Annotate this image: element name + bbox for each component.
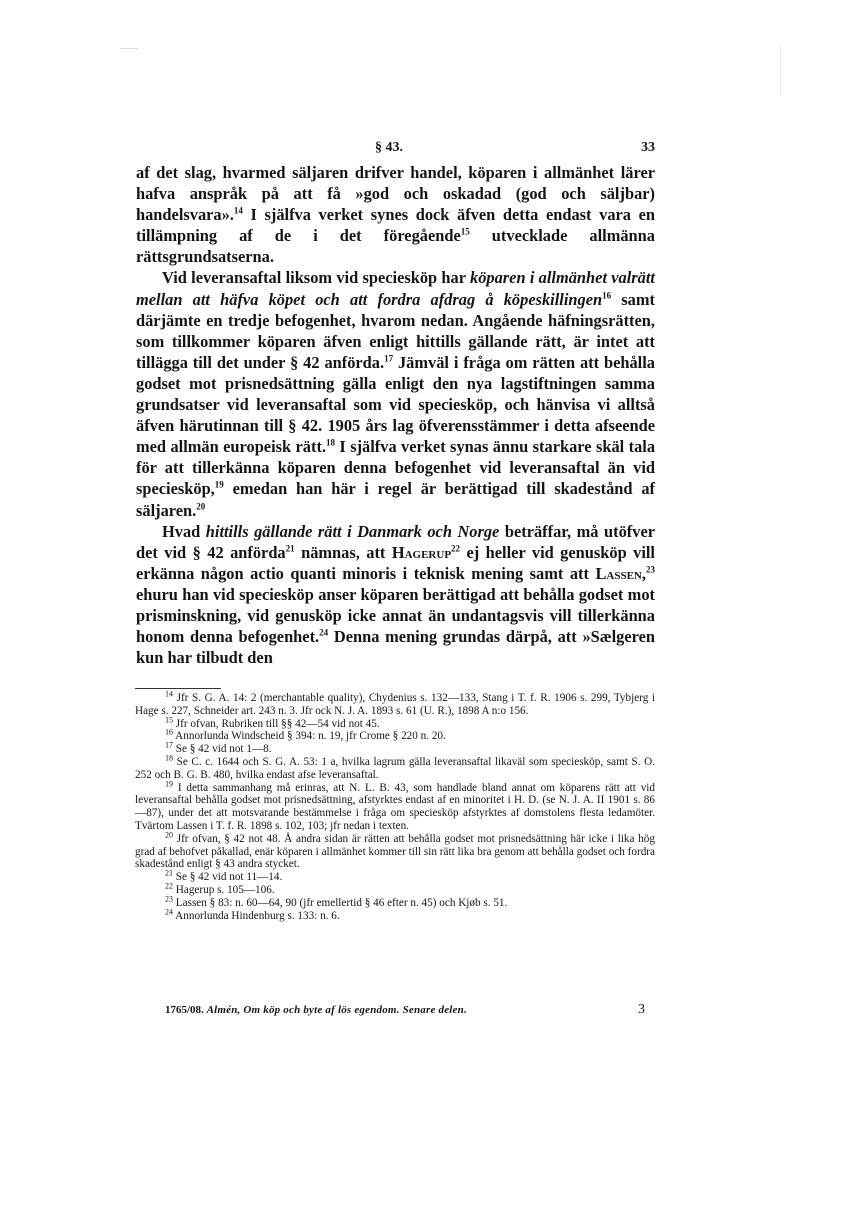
text-run: Hvad xyxy=(162,521,206,541)
signature-title: Almén, Om köp och byte af lös egendom. Senare delen. xyxy=(206,1004,467,1016)
footnote-ref: 23 xyxy=(646,564,655,575)
italic-text: Stang xyxy=(482,692,508,704)
text-run: 14: 2 (merchantable quality), xyxy=(229,692,369,704)
italic-text: N. J. A. xyxy=(334,704,369,717)
text-run: I själfva verket synas ännu starkare skäl tala för att tillerkänna köparen denna befogenhet vid leveransaftal än vid speciesköp, xyxy=(136,437,656,499)
footnote-ref: 23 xyxy=(165,894,173,904)
text-run: s. 133: n. 6. xyxy=(284,909,340,922)
text-run: 43, som handlade bland annat om köparens rätt att vid leveransaftal behålla godset mot prisnedsättning, afstyrktes endast af en minoritet i H. D. (se xyxy=(135,781,655,807)
text-run: utvecklade allmänna rättsgrundsatserna. xyxy=(136,226,655,267)
text-run: Jfr ofvan, Rubriken till §§ 42—54 vid not 45. xyxy=(173,717,380,730)
footnote-ref: 22 xyxy=(165,881,173,891)
text-run: Annorlunda xyxy=(173,730,232,743)
footnote xyxy=(135,753,656,782)
text-run: beträffar, må utöfver det vid § 42 anförda xyxy=(136,521,655,562)
italic-text: S. G. A. xyxy=(262,755,300,768)
scan-mark xyxy=(120,48,138,49)
text-run: i xyxy=(207,819,216,832)
paragraph xyxy=(136,162,655,267)
footnote-ref: 17 xyxy=(384,353,394,364)
footnote xyxy=(135,868,655,884)
signature-code: 1765/08. xyxy=(165,1004,204,1016)
text-run: Denna mening grundas därpå, att »Sælgeren kun har tilbudt den xyxy=(136,627,655,668)
italic-text: B. G. B. xyxy=(173,768,211,781)
footnote-ref: 18 xyxy=(326,437,336,448)
footnote-ref: 21 xyxy=(165,868,173,878)
italic-text: köparen i allmänhet valrätt mellan att häfva köpet och att fordra afdrag å köpeskillingen xyxy=(136,268,655,309)
footnote-ref: 19 xyxy=(165,778,173,788)
text-run: Jfr ofvan, § 42 not 48. Å andra sidan är rätten att behålla godset mot prisnedsättning här icke i lika hög grad af behofvet påkallad, enär köparen i allmänhet kommer till sin rätt lika bra genom att behålla godset och fordra skadestånd enligt § 43 andra stycket. xyxy=(135,832,655,871)
footnote-ref: 16 xyxy=(602,290,612,301)
footnote-ref: 19 xyxy=(214,479,224,490)
footnote xyxy=(135,881,655,897)
text-run: 1901 s. 86—87), under det att motsvarande bestämmelse i fråga om speciesköp afstyrktes af domstolens flesta ledamöter. Tvärtom xyxy=(135,794,655,832)
footnote-ref: 24 xyxy=(165,906,173,916)
footnote-ref: 17 xyxy=(165,740,173,750)
signature-line xyxy=(165,1004,645,1016)
text-run: I själfva verket synes dock äfven detta endast vara en tillämpning af de i det föregående xyxy=(136,205,655,246)
text-run: ehuru han vid speciesköp anser köparen berättigad att behålla godset mot prisminskning, vid genusköp icke annat än undantagsvis vill tillerkänna honom denna befogenhet. xyxy=(136,584,655,647)
footnote-ref: 16 xyxy=(165,727,173,737)
italic-text: C. c. xyxy=(191,755,214,768)
text-run: § 220 n. 20. xyxy=(389,730,446,743)
text-run: I detta sammanhang må erinras, att xyxy=(173,781,350,794)
page-number: 33 xyxy=(641,140,655,155)
footnote xyxy=(135,727,655,743)
italic-text: N. L. B. xyxy=(349,781,390,794)
italic-text: Chydenius xyxy=(368,692,417,704)
footnote-ref: 20 xyxy=(165,830,173,840)
text-run: s. 105—106. xyxy=(214,883,275,896)
footnote-rule xyxy=(135,688,221,689)
text-run: § 83: n. 60—64, 90 (jfr emellertid § 46 efter n. 45) och Kjøb s. 51. xyxy=(206,896,508,909)
paragraph xyxy=(136,521,655,669)
footnote xyxy=(135,714,655,731)
text-run: i xyxy=(507,692,518,704)
text-run: 480, hvilka endast afse leveransaftal. xyxy=(210,768,379,781)
italic-text: Lassen xyxy=(175,896,207,909)
footnote xyxy=(135,778,655,833)
italic-text: S. G. A. xyxy=(192,692,230,704)
footnote xyxy=(135,689,656,718)
footnote-ref: 14 xyxy=(233,205,243,216)
text-run: , xyxy=(641,563,646,583)
text-run: 252 och xyxy=(135,768,174,781)
footnote-ref: 15 xyxy=(460,226,470,237)
text-run: 1906 s. 299, xyxy=(550,692,614,704)
text-run: 1893 s. 61 (U. R.), 1898 A n:o 156. xyxy=(368,704,529,717)
text-run: s. 227, xyxy=(158,704,194,717)
text-run: Se § 42 vid not 11—14. xyxy=(173,871,283,884)
footnote-ref: 15 xyxy=(165,714,173,724)
footnote-ref: 20 xyxy=(196,501,206,512)
sheet-number: 3 xyxy=(638,1002,645,1017)
text-run: Se xyxy=(173,755,192,768)
footnotes xyxy=(135,689,656,922)
italic-text: Hagerup xyxy=(175,883,215,896)
text-run: i xyxy=(648,692,656,704)
footnote xyxy=(135,830,655,871)
footnote-ref: 24 xyxy=(319,627,329,638)
text-run: Jfr xyxy=(173,692,193,704)
text-run: 1644 och xyxy=(213,755,263,768)
text-run: Se § 42 vid not 1—8. xyxy=(173,743,272,756)
italic-text: hittills gällande rätt i Danmark och Norge xyxy=(205,521,500,541)
footnote xyxy=(135,740,655,756)
italic-text: Hindenburg xyxy=(231,909,285,922)
italic-text: N. J. A. II xyxy=(558,794,605,807)
small-caps-name: Hagerup xyxy=(391,542,452,562)
text-run: Annorlunda xyxy=(173,909,232,922)
paragraph xyxy=(136,267,655,520)
footnote xyxy=(135,894,655,910)
text-run: 1898 s. 102, 103; jfr nedan i texten. xyxy=(247,819,409,832)
italic-text: T. f. R. xyxy=(517,692,551,704)
footnote-ref: 22 xyxy=(451,543,461,554)
main-text xyxy=(136,162,655,668)
footnote xyxy=(135,906,655,923)
text-run: samt därjämte en tredje befogenhet, hvarom nedan. Angående häfningsrätten, som tillkommer köparen äfven enligt hittills gällande rätt, är intet att tillägga till det under § 42 anförda. xyxy=(136,289,655,372)
text-run: Jämväl i fråga om rätten att behålla godset mot prisnedsättning gälla enligt den nya lagstiftningen samma grundsatser vid leveransaftal som vid speciesköp, och hänvisa vi alltså äfven härutinnan till § 42. 1905 års lag öfverensstämmer i detta afseende med allmän europeisk rätt. xyxy=(136,352,655,457)
italic-text: Crome xyxy=(359,730,390,743)
italic-text: Schneider xyxy=(193,704,239,717)
small-caps-name: Lassen xyxy=(595,563,642,583)
scan-edge xyxy=(780,46,781,96)
footnote-ref: 14 xyxy=(165,689,173,699)
text-run: Vid leveransaftal liksom vid speciesköp har xyxy=(162,268,471,288)
text-run: emedan han här i regel är berättigad till skadestånd af säljaren. xyxy=(136,479,655,520)
text-run: § 394: n. 19, jfr xyxy=(284,730,360,743)
text-run: af det slag, hvarmed säljaren drifver handel, köparen i allmänhet lärer hafva anspråk på att få »god och oskadad (god och säljbar) handelsvara». xyxy=(136,163,655,225)
italic-text: Tybjerg xyxy=(613,692,649,704)
page-header xyxy=(135,140,655,164)
text-run: ej heller vid genusköp vill erkänna någon actio quanti minoris i teknisk mening samt att xyxy=(136,542,655,583)
italic-text: Lassen xyxy=(176,819,208,832)
footnote-ref: 21 xyxy=(285,543,295,554)
text-run: 53: 1 a, hvilka lagrum gälla leveransaftal likaväl som speciesköp, samt xyxy=(299,755,632,768)
text-run: nämnas, att xyxy=(294,542,392,562)
italic-text: Hage xyxy=(135,704,159,717)
section-number: § 43. xyxy=(375,140,403,155)
italic-text: Windscheid xyxy=(231,730,285,743)
italic-text: T. f. R. xyxy=(215,819,248,832)
footnote-ref: 18 xyxy=(165,753,173,763)
text-run: s. 132—133, xyxy=(416,692,483,704)
text-run: art. 243 n. 3. Jfr ock xyxy=(238,704,335,717)
italic-text: S. O. xyxy=(631,755,656,768)
